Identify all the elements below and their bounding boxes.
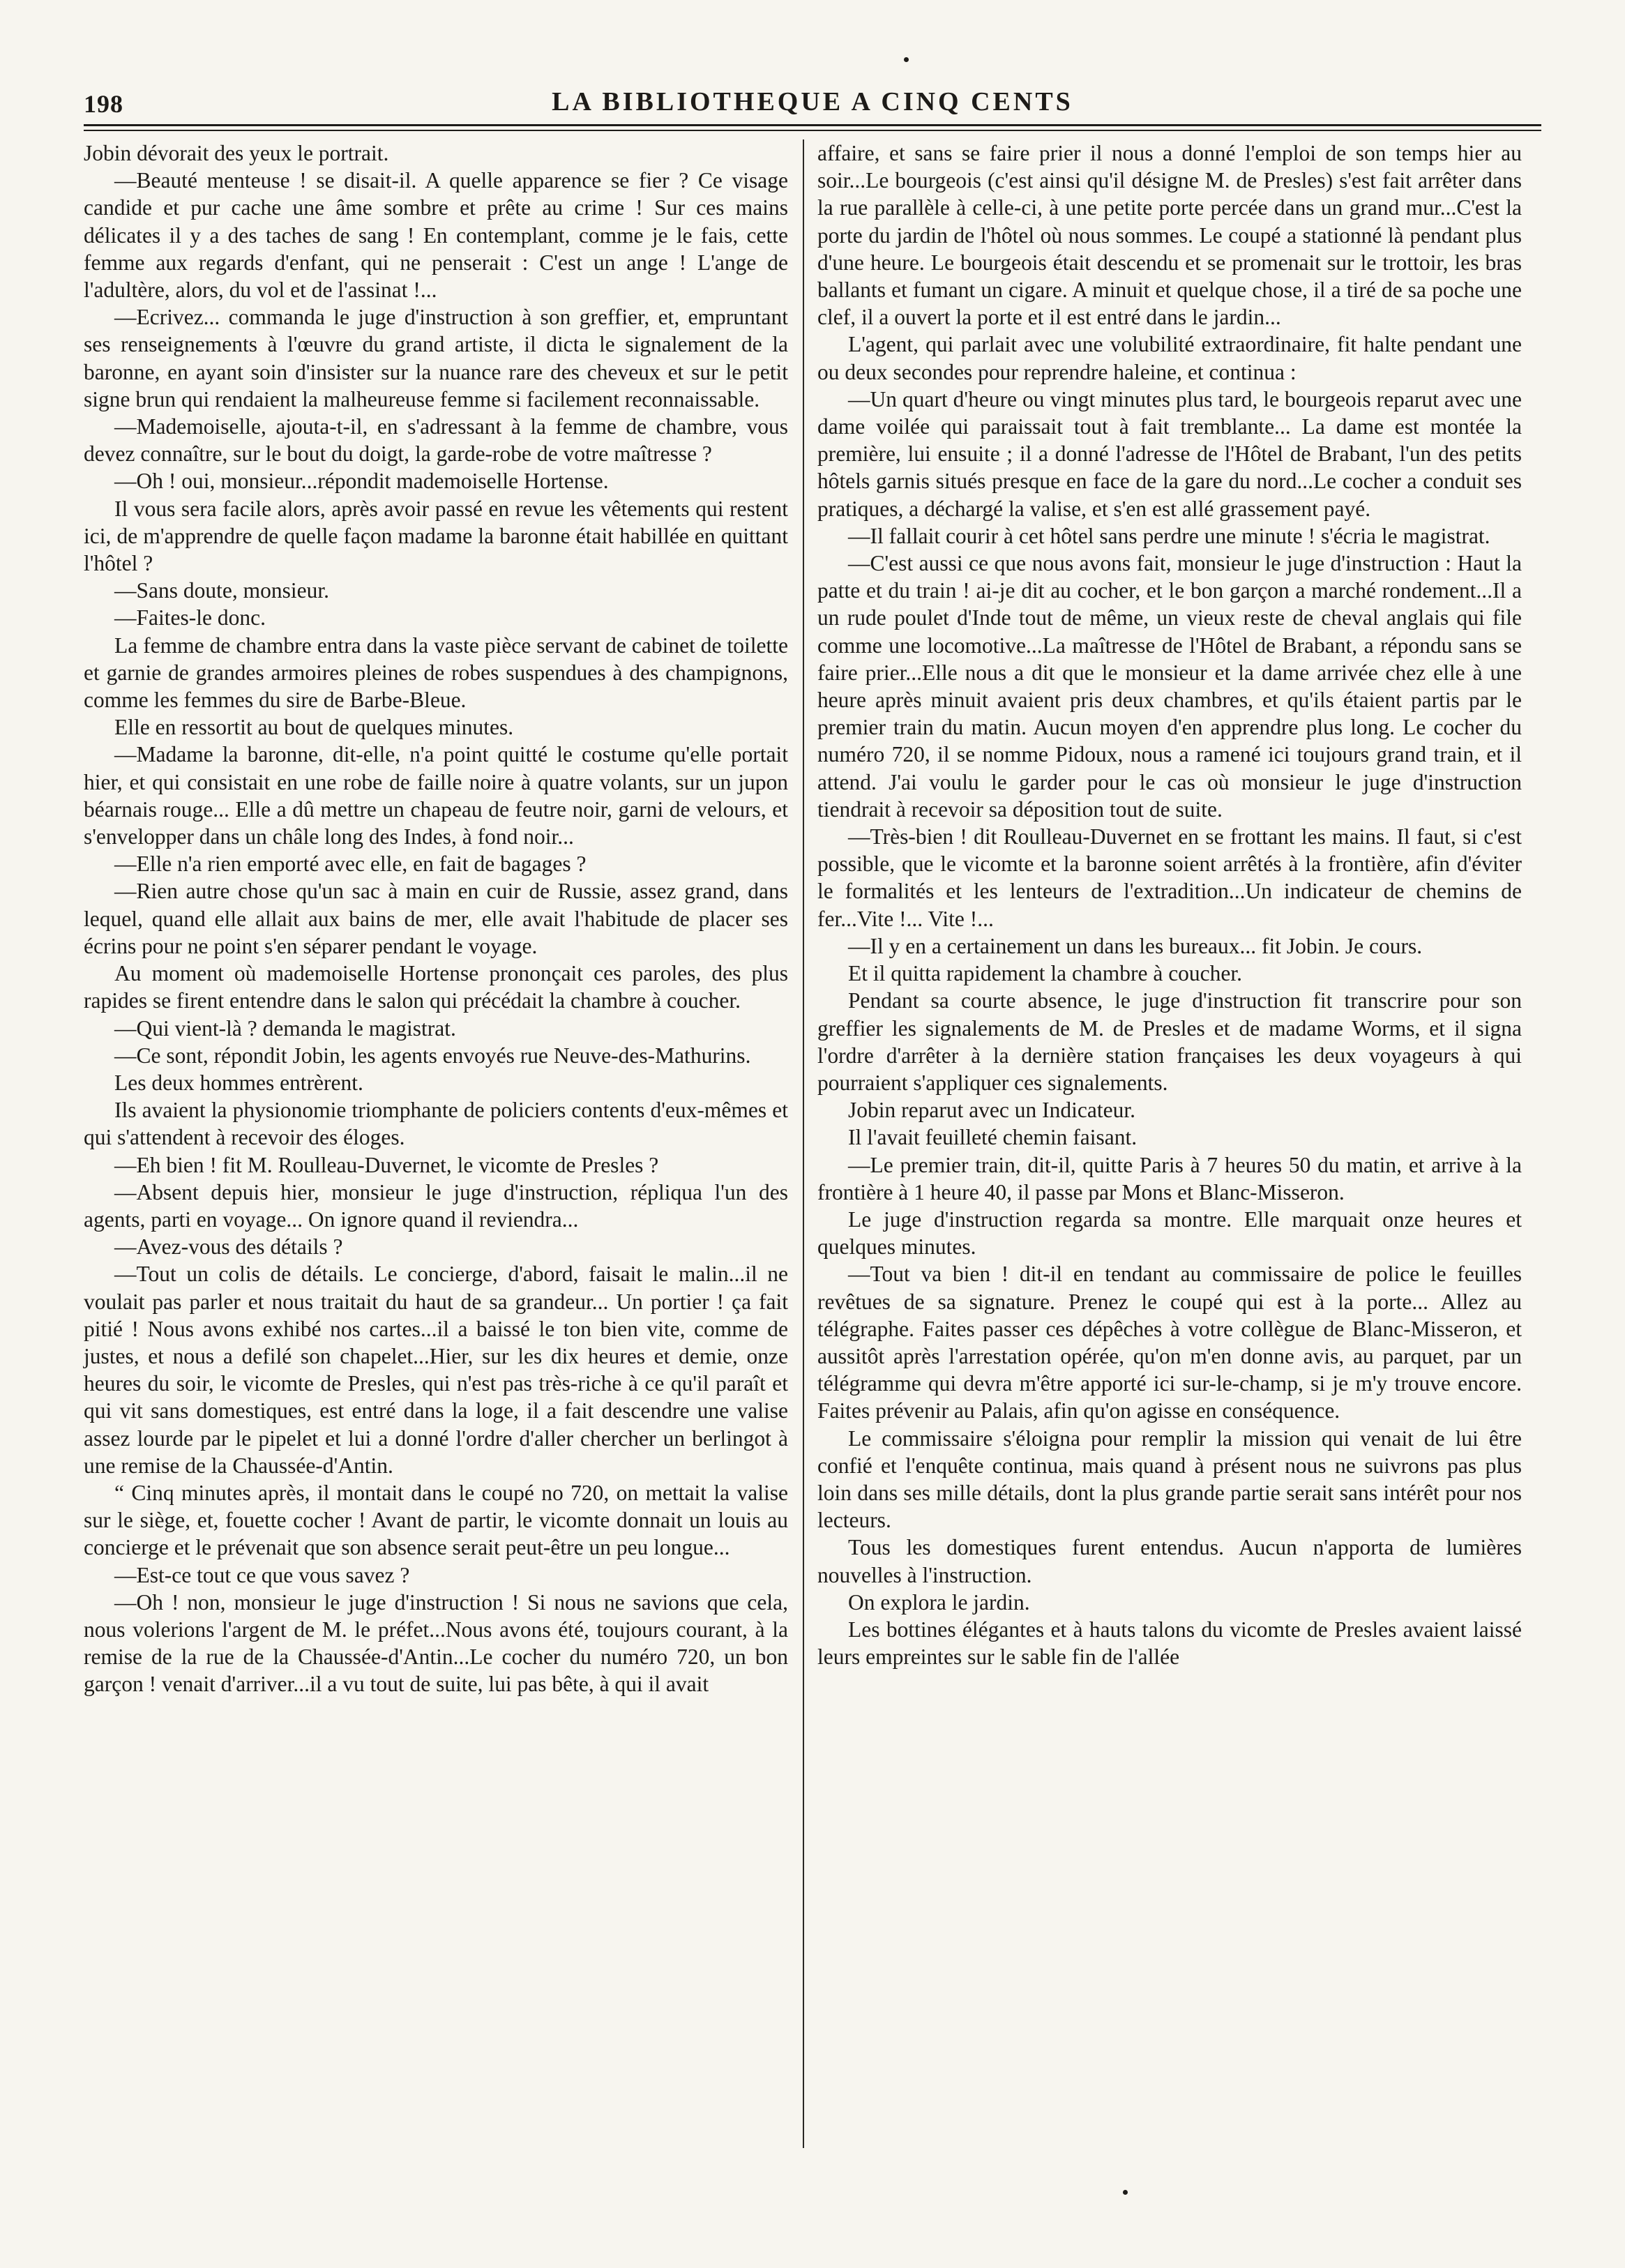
paragraph: —Tout va bien ! dit-il en tendant au commissaire de police le feuilles revêtues de sa signature. Prenez le coupé qui est à la porte... Allez au télégraphe. Faites passer ces dépêches à votre collègue de Blanc-Misseron, et aussitôt après l'arrestation opérée, qu'on m'en donne avis, au parquet, par un télégramme qui devra m'être apporté ici sur-le-champ, si je m'y trouve encore. Faites prévenir au Palais, afin qu'on agisse en conséquence. (817, 1262, 1522, 1423)
paragraph: —Beauté menteuse ! se disait-il. A quelle apparence se fier ? Ce visage candide et pur cache une âme sombre et prête au crime ! Sur ces mains délicates il y a des taches de sang ! En contemplant, comme je le fais, cette femme aux regards d'enfant, qui ne penserait : C'est un ange ! L'ange de l'adultère, alors, du vol et de l'assinat !... (84, 168, 788, 303)
paragraph: —Avez-vous des détails ? (114, 1234, 343, 1260)
paragraph: Les deux hommes entrèrent. (114, 1070, 363, 1095)
column-divider (803, 139, 804, 2148)
paragraph: Jobin reparut avec un Indicateur. (848, 1098, 1135, 1123)
paragraph: —Il fallait courir à cet hôtel sans perdre une minute ! s'écria le magistrat. (848, 523, 1490, 548)
paragraph: —Faites-le donc. (114, 605, 266, 630)
paragraph: On explora le jardin. (848, 1589, 1030, 1615)
paragraph: —Est-ce tout ce que vous savez ? (114, 1562, 410, 1587)
paragraph: —Absent depuis hier, monsieur le juge d'instruction, répliqua l'un des agents, parti en voyage... On ignore quand il reviendra... (84, 1179, 788, 1232)
paragraph: Il l'avait feuilleté chemin faisant. (848, 1125, 1138, 1150)
paragraph: —Tout un colis de détails. Le concierge, d'abord, faisait le malin...il ne voulait pas parler et nous traitait du haut de sa grandeur... Un portier ! ça fait pitié ! Nous avons exhibé nos cartes...il a baissé le ton bien vite, comme de justes, et nous a defilé son chapelet...Hier, sur les dix heures et demie, onze heures du soir, le vicomte de Presles, qui n'est pas très-riche à ce qu'il paraît et qui vit sans domestiques, est entré dans la loge, il a fait descendre une valise assez lourde par le pipelet et lui a donné l'ordre d'aller chercher un berlingot à une remise de la Chaussée-d'Antin. (84, 1262, 788, 1478)
paragraph: —Qui vient-là ? demanda le magistrat. (114, 1015, 456, 1041)
paragraph: Tous les domestiques furent entendus. Aucun n'apporta de lumières nouvelles à l'instruction. (817, 1535, 1522, 1587)
paragraph: —Le premier train, dit-il, quitte Paris à 7 heures 50 du matin, et arrive à la frontière à 1 heure 40, il passe par Mons et Blanc-Misseron. (817, 1152, 1522, 1204)
paragraph: —Mademoiselle, ajouta-t-il, en s'adressant à la femme de chambre, vous devez connaître, sur le bout du doigt, la garde-robe de votre maîtresse ? (84, 414, 788, 467)
paragraph: Il vous sera facile alors, après avoir passé en revue les vêtements qui restent ici, de m'apprendre de quelle façon madame la baronne était habillée en quittant l'hôtel ? (84, 496, 788, 576)
header-rule (84, 124, 1541, 126)
left-column (84, 139, 788, 1698)
paragraph: Jobin dévorait des yeux le portrait. (84, 141, 389, 165)
paragraph: —Eh bien ! fit M. Roulleau-Duvernet, le vicomte de Presles ? (114, 1152, 659, 1177)
page-number: 198 (84, 90, 123, 118)
header-rule-thin (84, 130, 1541, 131)
paragraph: Pendant sa courte absence, le juge d'instruction fit transcrire pour son greffier les signalements de M. de Presles et de madame Worms, et il signa l'ordre d'arrêter à la dernière station françaises les deux voyageurs à qui pourraient s'appliquer ces signalements. (817, 988, 1522, 1095)
paragraph: —Il y en a certainement un dans les bureaux... fit Jobin. Je cours. (848, 933, 1423, 958)
paragraph: Elle en ressortit au bout de quelques minutes. (114, 715, 514, 740)
paragraph: —Oh ! oui, monsieur...répondit mademoiselle Hortense. (114, 469, 609, 494)
paragraph: —Rien autre chose qu'un sac à main en cuir de Russie, assez grand, dans lequel, quand elle allait aux bains de mer, elle avait l'habitude de placer ses écrins pour ne point s'en séparer pendant le voyage. (84, 879, 788, 958)
paragraph: “ Cinq minutes après, il montait dans le coupé no 720, on mettait la valise sur le siège, et, fouette cocher ! Avant de partir, le vicomte donnait un louis au concierge et le prévenait que son absence serait peut-être un peu longue... (84, 1480, 788, 1560)
paragraph: —Très-bien ! dit Roulleau-Duvernet en se frottant les mains. Il faut, si c'est possible, que le vicomte et la baronne soient arrêtés à la frontière, afin d'éviter le formalités et les lenteurs de l'extradition...Un indicateur de chemins de fer...Vite !... Vite !... (817, 824, 1522, 931)
running-title: LA BIBLIOTHEQUE A CINQ CENTS (552, 87, 1073, 116)
paragraph: —C'est aussi ce que nous avons fait, monsieur le juge d'instruction : Haut la patte et du train ! ai-je dit au cocher, et le bon garçon a marché rondement...Il a un rude poulet d'Inde tout de même, un vieux reste de cheval anglais qui file comme une locomotive...La maîtresse de l'Hôtel de Brabant, a répondu sans se faire prier...Elle nous a dit que le monsieur et la dame arrivée chez elle à une heure après minuit avaient pris deux chambres, et qu'ils étaient partis par le premier train du matin. Aucun moyen d'en apprendre plus long. Le cocher du numéro 720, il se nomme Pidoux, nous a ramené ici toujours grand train, et il attend. J'ai voulu le garder pour le cas où monsieur le juge d'instruction tiendrait à recevoir sa déposition tout de suite. (817, 551, 1522, 822)
paragraph: —Ecrivez... commanda le juge d'instruction à son greffier, et, empruntant ses renseignements à l'œuvre du grand artiste, il dicta le signalement de la baronne, en ayant soin d'insister sur la nuance rare des cheveux et sur le petit signe brun qui rendaient la malheureuse femme si facilement reconnaissable. (84, 305, 788, 411)
paragraph: Au moment où mademoiselle Hortense prononçait ces paroles, des plus rapides se firent entendre dans le salon qui précédait la chambre à coucher. (84, 961, 788, 1013)
paragraph: Les bottines élégantes et à hauts talons du vicomte de Presles avaient laissé leurs empreintes sur le sable fin de l'allée (817, 1617, 1522, 1670)
paragraph: —Oh ! non, monsieur le juge d'instruction ! Si nous ne savions que cela, nous volerions l'argent de M. le préfet...Nous avons été, toujours courant, à la remise de la rue de la Chaussée-d'Antin...Le cocher du numéro 720, un bon garçon ! venait d'arriver...il a vu tout de suite, lui pas bête, à qui il avait (84, 1589, 788, 1697)
paragraph: —Madame la baronne, dit-elle, n'a point quitté le costume qu'elle portait hier, et qui consistait en une robe de faille noire à quatre volants, sur un jupon béarnais rouge... Elle a dû mettre un chapeau de feutre noir, garni de velours, et s'envelopper dans un châle long des Indes, à fond noir... (84, 742, 788, 849)
right-column (817, 139, 1522, 1670)
paragraph: —Ce sont, répondit Jobin, les agents envoyés rue Neuve-des-Mathurins. (114, 1043, 751, 1068)
paragraph: —Un quart d'heure ou vingt minutes plus tard, le bourgeois reparut avec une dame voilée qui paraissait tout à fait tremblante... La dame est montée la première, lui ensuite ; il a donné l'adresse de l'Hôtel de Brabant, l'un des petits hôtels garnis situés presque en face de la gare du nord...Le cocher a conduit ses pratiques, a déchargé la valise, et s'en est allé grassement payé. (817, 386, 1522, 521)
paragraph: L'agent, qui parlait avec une volubilité extraordinaire, fit halte pendant une ou deux secondes pour reprendre haleine, et continua : (817, 332, 1522, 384)
print-speck (1123, 2190, 1128, 2195)
paragraph: —Sans doute, monsieur. (114, 578, 329, 603)
paragraph: La femme de chambre entra dans la vaste pièce servant de cabinet de toilette et garnie de grandes armoires pleines de robes suspendues à des champignons, comme les femmes du sire de Barbe-Bleue. (84, 633, 788, 713)
paragraph: Et il quitta rapidement la chambre à coucher. (848, 961, 1243, 986)
paragraph: Le commissaire s'éloigna pour remplir la mission qui venait de lui être confié et l'enquête continua, mais quand à présent nous ne suivrons pas plus loin dans ses mille détails, dont la plus grande partie serait sans intérêt pour nos lecteurs. (817, 1426, 1522, 1533)
paragraph: Le juge d'instruction regarda sa montre. Elle marquait onze heures et quelques minutes. (817, 1207, 1522, 1260)
paragraph: —Elle n'a rien emporté avec elle, en fait de bagages ? (114, 852, 587, 877)
print-speck (904, 57, 909, 62)
paragraph: Ils avaient la physionomie triomphante de policiers contents d'eux-mêmes et qui s'attendent à recevoir des éloges. (84, 1098, 788, 1150)
paragraph: affaire, et sans se faire prier il nous a donné l'emploi de son temps hier au soir...Le bourgeois (c'est ainsi qu'il désigne M. de Presles) s'est fait arrêter dans la rue parallèle à celle-ci, à une petite porte percée dans un grand mur...C'est la porte du jardin de l'hôtel où nous sommes. Le coupé a stationné là pendant plus d'une heure. Le bourgeois était descendu et se promenait sur le trottoir, les bras ballants et fumant un cigare. A minuit et quelque chose, il a tiré de sa poche une clef, il a ouvert la porte et il est entré dans le jardin... (817, 141, 1522, 330)
